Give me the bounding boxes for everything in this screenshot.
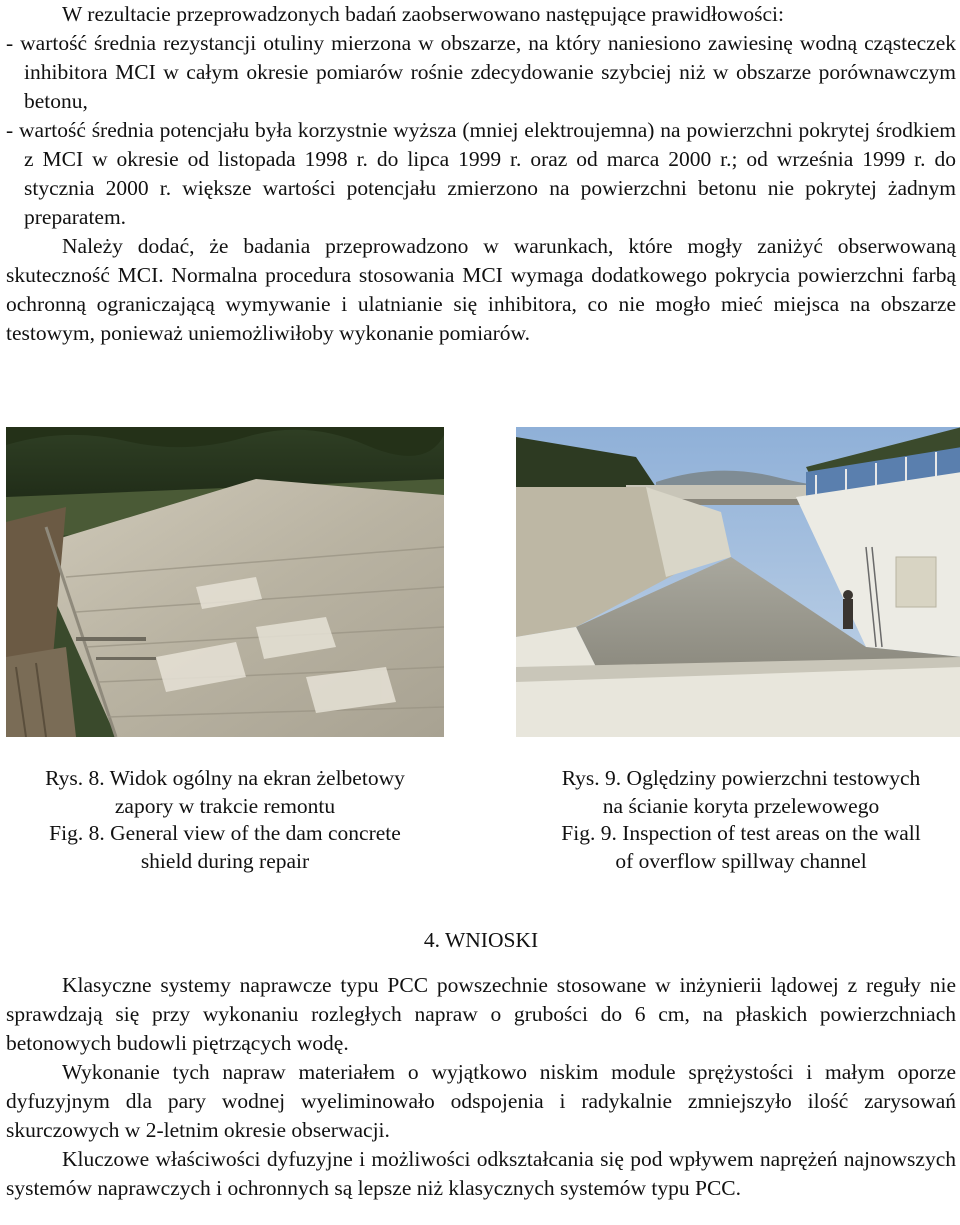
- conclusion-paragraph-3: Kluczowe właściwości dyfuzyjne i możliwości odkształcania się pod wpływem naprężeń najnowszych systemów naprawczych i ochronnych są lepsze niż klasycznych systemów typu PCC.: [6, 1147, 956, 1200]
- figure-8-caption-pl-line1: Rys. 8. Widok ogólny na ekran żelbetowy: [45, 766, 405, 790]
- figure-8-caption-pl-line2: zapory w trakcie remontu: [114, 793, 336, 818]
- figure-9-caption-en-line2: of overflow spillway channel: [615, 848, 867, 873]
- intro-section: [6, 0, 956, 348]
- figure-8-caption-en-line2: shield during repair: [140, 848, 310, 873]
- figure-8-caption-en-line1: Fig. 8. General view of the dam concrete: [49, 821, 401, 845]
- conclusion-paragraph-2: Wykonanie tych napraw materiałem o wyjątkowo niskim module sprężystości i małym oporze dyfuzyjnym dla pary wodnej wyeliminowało odspojenia i radykalnie zmniejszyło ilość zarysowań skurczowych w 2-letnim okresie obserwacji.: [6, 1060, 956, 1142]
- intro-note-paragraph: Należy dodać, że badania przeprowadzono w warunkach, które mogły zaniżyć obserwowaną skuteczność MCI. Normalna procedura stosowania MCI wymaga dodatkowego pokrycia powierzchni farbą ochronną ograniczającą wymywanie i ulatnianie się inhibitora, co nie mogło mieć miejsca na obszarze testowym, ponieważ uniemożliwiłoby wykonanie pomiarów.: [6, 234, 956, 345]
- intro-paragraph: W rezultacie przeprowadzonych badań zaobserwowano następujące prawidłowości:: [62, 2, 784, 26]
- conclusion-paragraph-1: Klasyczne systemy naprawcze typu PCC powszechnie stosowane w inżynierii lądowej z reguły nie sprawdzają się przy wykonaniu rozległych napraw o grubości do 6 cm, na płaskich powierzchniach betonowych budowli piętrzących wodę.: [6, 973, 956, 1055]
- conclusions-section: [6, 971, 956, 1203]
- figure-9-photo: [516, 427, 960, 737]
- finding-potential: - wartość średnia potencjału była korzystnie wyższa (mniej elektroujemna) na powierzchni pokrytej środkiem z MCI w okresie od listopada 1998 r. do lipca 1999 r. oraz od marca 2000 r.; od września 1999 r. do stycznia 2000 r. większe wartości potencjału zmierzono na powierzchni betonu nie pokrytej żadnym preparatem.: [6, 118, 956, 229]
- figure-9-caption: [506, 765, 960, 875]
- figure-9-caption-pl-line1: Rys. 9. Oględziny powierzchni testowych: [561, 766, 921, 790]
- section-heading: 4. WNIOSKI: [423, 928, 539, 952]
- figure-8-caption: [6, 765, 444, 875]
- finding-resistance: - wartość średnia rezystancji otuliny mierzona w obszarze, na który naniesiono zawiesinę wodną cząsteczek inhibitora MCI w całym okresie pomiarów rośnie zdecydowanie szybciej niż w obszarze porównawczym betonu,: [6, 31, 956, 113]
- figure-8-photo: [6, 427, 444, 737]
- figure-9-caption-pl-line2: na ścianie koryta przelewowego: [602, 793, 880, 818]
- figure-9-caption-en-line1: Fig. 9. Inspection of test areas on the wall: [561, 821, 921, 845]
